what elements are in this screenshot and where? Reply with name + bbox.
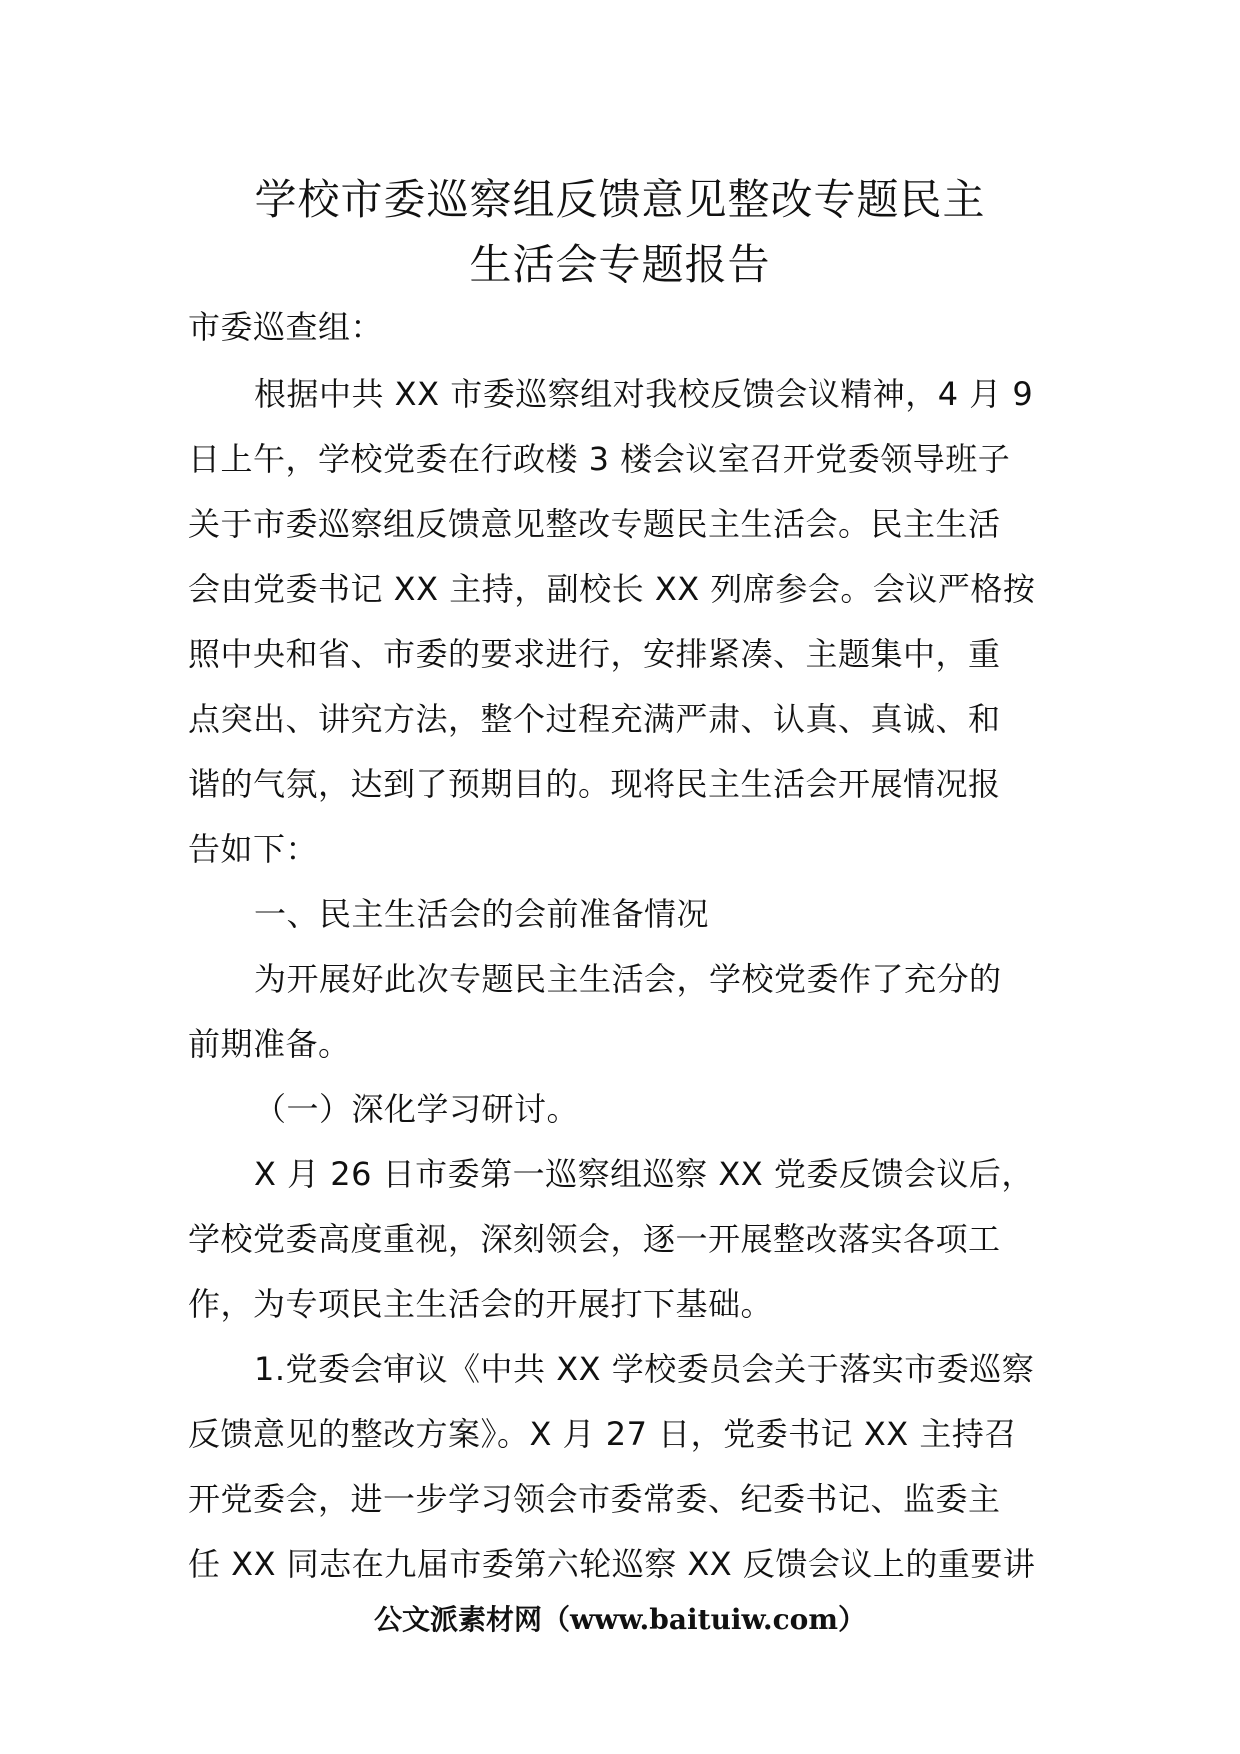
document-title-line-2: 生活会专题报告 [469,240,771,289]
paragraph-line: 点突出、讲究方法，整个过程充满严肃、认真、真诚、和 [188,700,1001,738]
salutation: 市委巡查组： [188,308,384,346]
paragraph-line: 反馈意见的整改方案》。X 月 27 日，党委书记 XX 主持召 [188,1415,1017,1453]
paragraph-line: 开党委会，进一步学习领会市委常委、纪委书记、监委主 [188,1480,1001,1518]
paragraph-line: 作，为专项民主生活会的开展打下基础。 [188,1285,774,1323]
paragraph-line: 为开展好此次专题民主生活会，学校党委作了充分的 [254,960,1002,998]
paragraph-line: 根据中共 XX 市委巡察组对我校反馈会议精神，4 月 9 [254,375,1034,413]
paragraph-line: X 月 26 日市委第一巡察组巡察 XX 党委反馈会议后， [254,1155,1034,1193]
subsection-heading: （一）深化学习研讨。 [254,1090,580,1128]
paragraph-line: 照中央和省、市委的要求进行，安排紧凑、主题集中，重 [188,635,1001,673]
paragraph-line: 会由党委书记 XX 主持，副校长 XX 列席参会。会议严格按 [188,570,1036,608]
paragraph-line: 日上午，学校党委在行政楼 3 楼会议室召开党委领导班子 [188,440,1011,478]
paragraph-line: 任 XX 同志在九届市委第六轮巡察 XX 反馈会议上的重要讲 [188,1545,1036,1583]
document-title-line-1: 学校市委巡察组反馈意见整改专题民主 [254,175,986,224]
paragraph-line: 关于市委巡察组反馈意见整改专题民主生活会。民主生活 [188,505,1001,543]
paragraph-line: 学校党委高度重视，深刻领会，逐一开展整改落实各项工 [188,1220,1001,1258]
paragraph-line: 1.党委会审议《中共 XX 学校委员会关于落实市委巡察 [254,1350,1035,1388]
paragraph-line: 谐的气氛，达到了预期目的。现将民主生活会开展情况报 [188,765,1001,803]
paragraph-line: 前期准备。 [188,1025,351,1063]
paragraph-line: 告如下： [188,830,319,868]
section-heading: 一、民主生活会的会前准备情况 [254,895,710,933]
footer-source: 公文派素材网（www.baituiw.com） [374,1603,866,1636]
